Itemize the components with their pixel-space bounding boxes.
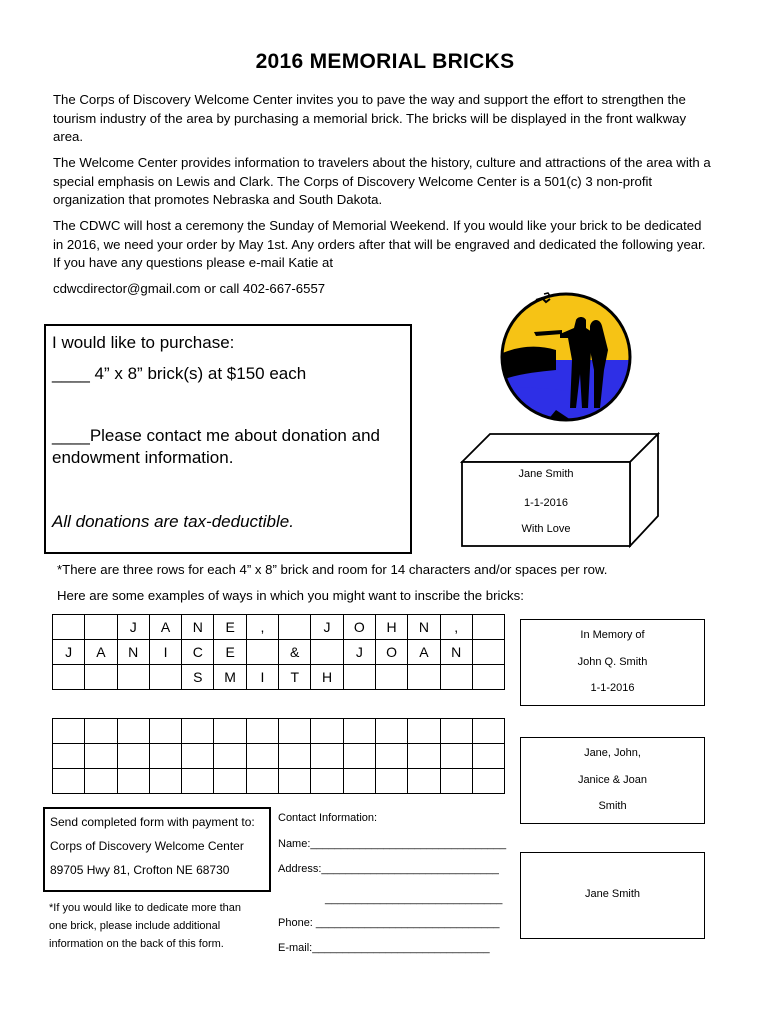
grid-row[interactable] <box>53 769 505 794</box>
grid-cell <box>472 640 504 665</box>
grid-cell <box>472 665 504 690</box>
grid-cell <box>85 665 117 690</box>
blank-grid-cell[interactable] <box>85 719 117 744</box>
example-box-line: 1-1-2016 <box>590 682 635 694</box>
rows-note: *There are three rows for each 4” x 8” brick and room for 14 characters and/or spaces per row. <box>57 562 608 577</box>
intro-paragraph: The Corps of Discovery Welcome Center invites you to pave the way and support the effort to strengthen the tourism industry of the area by purchasing a memorial brick. The bricks will be displayed in the front walkway area. <box>53 92 687 144</box>
blank-grid-cell[interactable] <box>149 719 181 744</box>
grid-cell <box>85 615 117 640</box>
grid-cell <box>311 640 343 665</box>
blank-grid-cell[interactable] <box>375 744 407 769</box>
blank-grid-cell[interactable] <box>214 744 246 769</box>
grid-cell: O <box>343 615 375 640</box>
grid-cell: & <box>279 640 311 665</box>
grid-cell <box>53 665 85 690</box>
grid-cell: M <box>214 665 246 690</box>
blank-grid-cell[interactable] <box>85 769 117 794</box>
contact-line: cdwcdirector@gmail.com or call 402-667-6557 <box>53 281 326 296</box>
blank-grid-cell[interactable] <box>311 769 343 794</box>
about-paragraph: The Welcome Center provides information to travelers about the history, culture and attractions of the area with a special emphasis on Lewis and Clark. The Corps of Discovery Welcome Center is a 501(c) 3 non-profit organization that promotes Nebraska and South Dakota. <box>53 155 711 207</box>
dedicate-note-line: one brick, please include additional <box>49 920 221 932</box>
phone-field[interactable]: Phone: ______________________________ <box>278 917 500 929</box>
blank-grid-cell[interactable] <box>375 719 407 744</box>
blank-grid-cell[interactable] <box>440 744 472 769</box>
blank-grid-cell[interactable] <box>311 719 343 744</box>
brick-line-1: Jane Smith <box>518 468 574 480</box>
blank-grid-cell[interactable] <box>472 719 504 744</box>
email-field[interactable]: E-mail:_____________________________ <box>278 942 490 954</box>
grid-cell: H <box>311 665 343 690</box>
name-field[interactable]: Name:________________________________ <box>278 838 507 850</box>
grid-cell: E <box>214 640 246 665</box>
blank-grid-cell[interactable] <box>246 719 278 744</box>
address-field[interactable]: Address:_____________________________ <box>278 863 499 875</box>
example-box-line: Janice & Joan <box>577 773 648 786</box>
contact-heading: Contact Information: <box>278 812 378 824</box>
blank-grid-cell[interactable] <box>343 744 375 769</box>
blank-grid-cell[interactable] <box>440 769 472 794</box>
grid-cell <box>279 615 311 640</box>
grid-cell: A <box>149 615 181 640</box>
grid-row[interactable] <box>53 744 505 769</box>
blank-grid-cell[interactable] <box>149 769 181 794</box>
purchase-heading: I would like to purchase: <box>52 333 235 352</box>
grid-cell <box>408 665 440 690</box>
brick-line-2: 1-1-2016 <box>523 497 569 509</box>
grid-row[interactable] <box>53 719 505 744</box>
grid-cell: T <box>279 665 311 690</box>
grid-cell <box>343 665 375 690</box>
blank-grid-cell[interactable] <box>343 719 375 744</box>
grid-cell: C <box>182 640 214 665</box>
grid-cell: J <box>343 640 375 665</box>
grid-cell: N <box>117 640 149 665</box>
ceremony-paragraph: The CDWC will host a ceremony the Sunday of Memorial Weekend. If you would like your brick to be dedicated in 2016, we need your order by May 1st. Any orders after that will be engraved and dedicated the following year. If you have any questions please e-mail Katie at <box>53 218 706 270</box>
blank-grid-cell[interactable] <box>408 719 440 744</box>
grid-row <box>53 665 505 690</box>
blank-grid-cell[interactable] <box>117 719 149 744</box>
grid-cell <box>375 665 407 690</box>
dedicate-note-line: information on the back of this form. <box>49 938 224 950</box>
blank-grid-cell[interactable] <box>472 769 504 794</box>
blank-grid-cell[interactable] <box>53 719 85 744</box>
blank-grid-cell[interactable] <box>440 719 472 744</box>
grid-cell: A <box>408 640 440 665</box>
send-line: Send completed form with payment to: <box>50 815 255 829</box>
mailing-address-box <box>43 807 271 892</box>
example-brick-box <box>520 852 705 939</box>
example-box-line: Smith <box>598 800 627 812</box>
blank-grid-cell[interactable] <box>149 744 181 769</box>
grid-cell: J <box>117 615 149 640</box>
blank-grid-cell[interactable] <box>246 769 278 794</box>
example-letter-grid <box>52 614 505 690</box>
grid-cell: J <box>311 615 343 640</box>
tax-note: All donations are tax-deductible. <box>52 512 294 531</box>
grid-cell: S <box>182 665 214 690</box>
brick-line-3: With Love <box>521 523 571 535</box>
blank-grid-cell[interactable] <box>214 769 246 794</box>
blank-grid-cell[interactable] <box>117 769 149 794</box>
grid-cell: I <box>246 665 278 690</box>
blank-grid-cell[interactable] <box>472 744 504 769</box>
blank-grid-cell[interactable] <box>375 769 407 794</box>
blank-grid-cell[interactable] <box>53 769 85 794</box>
grid-cell: , <box>246 615 278 640</box>
example-box-line: John Q. Smith <box>577 655 648 668</box>
grid-cell <box>53 615 85 640</box>
send-line: 89705 Hwy 81, Crofton NE 68730 <box>50 863 230 877</box>
blank-grid-cell[interactable] <box>311 744 343 769</box>
example-box-line: In Memory of <box>580 629 645 641</box>
grid-row <box>53 640 505 665</box>
blank-grid-cell[interactable] <box>408 744 440 769</box>
grid-cell <box>440 665 472 690</box>
dedicate-note-line: *If you would like to dedicate more than <box>49 902 242 914</box>
blank-grid-cell[interactable] <box>279 769 311 794</box>
contact-option[interactable]: ____Please contact me about donation and endowment information. <box>52 426 380 467</box>
blank-grid-cell[interactable] <box>343 769 375 794</box>
example-box-line: Jane Smith <box>584 888 641 900</box>
grid-cell: E <box>214 615 246 640</box>
example-box-line: Jane, John, <box>584 747 641 759</box>
brick-option[interactable]: ____ 4” x 8” brick(s) at $150 each <box>52 364 307 383</box>
blank-grid-cell[interactable] <box>246 744 278 769</box>
grid-cell: J <box>53 640 85 665</box>
grid-cell: , <box>440 615 472 640</box>
blank-grid-cell[interactable] <box>214 719 246 744</box>
grid-cell <box>246 640 278 665</box>
blank-grid-cell[interactable] <box>53 744 85 769</box>
grid-row <box>53 615 505 640</box>
example-brick-box <box>520 737 705 824</box>
blank-grid-cell[interactable] <box>408 769 440 794</box>
grid-cell: O <box>375 640 407 665</box>
examples-note: Here are some examples of ways in which you might want to inscribe the bricks: <box>57 588 524 603</box>
grid-cell: H <box>375 615 407 640</box>
blank-grid-cell[interactable] <box>117 744 149 769</box>
blank-grid-cell[interactable] <box>279 744 311 769</box>
address-field-line-2[interactable]: _____________________________ <box>325 893 503 905</box>
blank-grid-cell[interactable] <box>182 744 214 769</box>
send-line: Corps of Discovery Welcome Center <box>50 839 244 853</box>
grid-cell: N <box>440 640 472 665</box>
blank-grid-cell[interactable] <box>279 719 311 744</box>
lewis-and-clark-logo-icon <box>496 290 636 422</box>
grid-cell: N <box>182 615 214 640</box>
grid-cell: N <box>408 615 440 640</box>
grid-cell: I <box>149 640 181 665</box>
purchase-box <box>44 324 412 554</box>
example-brick-box <box>520 619 705 706</box>
page-title: 2016 MEMORIAL BRICKS <box>255 50 515 73</box>
grid-cell: A <box>85 640 117 665</box>
grid-cell <box>117 665 149 690</box>
blank-grid-cell[interactable] <box>85 744 117 769</box>
blank-grid-cell[interactable] <box>182 719 214 744</box>
blank-letter-grid[interactable] <box>52 718 505 794</box>
grid-cell <box>149 665 181 690</box>
grid-cell <box>472 615 504 640</box>
blank-grid-cell[interactable] <box>182 769 214 794</box>
